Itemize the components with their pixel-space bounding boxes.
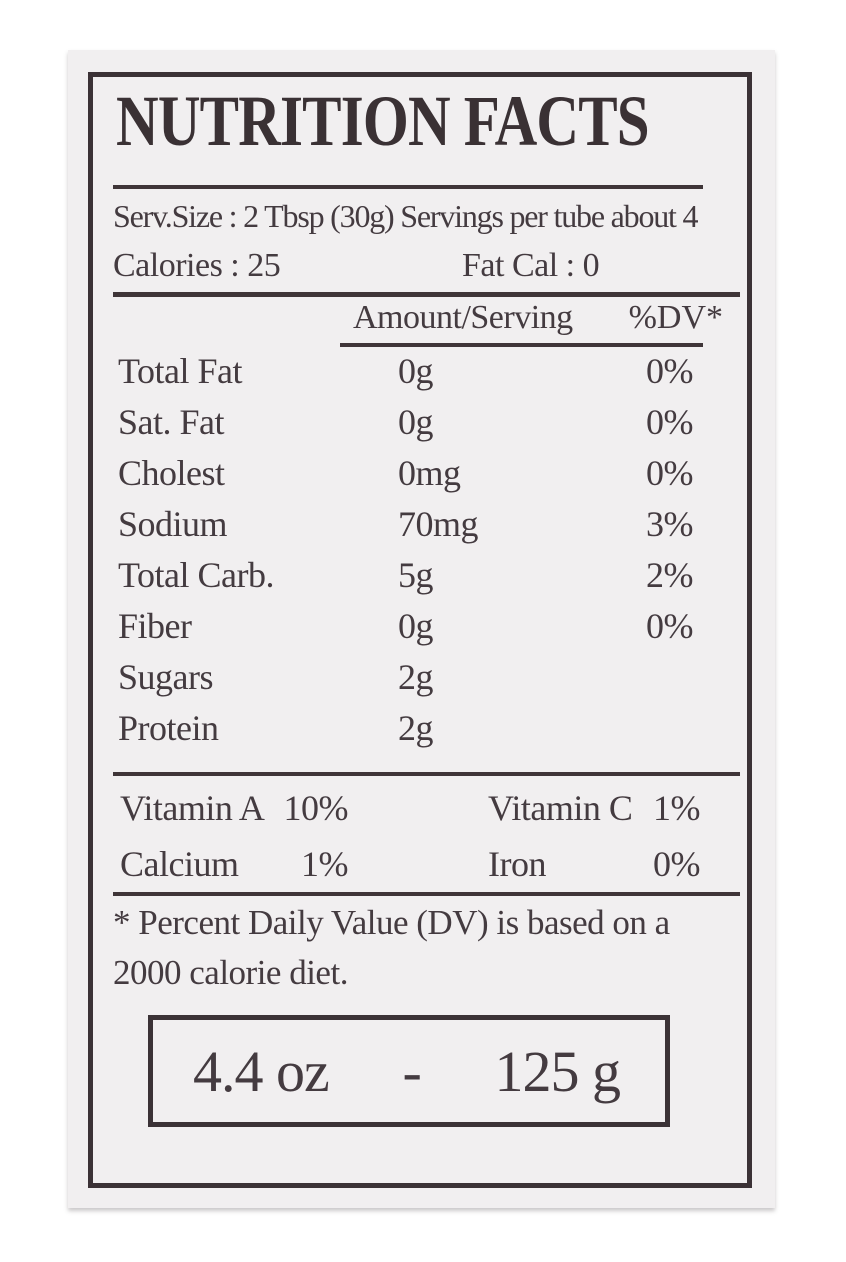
nutrient-name: Total Carb.	[118, 555, 274, 595]
net-weight-box	[148, 1015, 670, 1127]
table-row	[93, 707, 747, 758]
calories-row	[113, 247, 733, 289]
net-weight-separator: -	[402, 1038, 421, 1104]
nutrient-name: Total Fat	[118, 351, 242, 391]
header-underline	[340, 343, 703, 347]
divider-under-title	[113, 185, 703, 189]
nutrient-name: Sodium	[118, 504, 228, 544]
footnote-line-2: 2000 calorie diet.	[113, 953, 348, 992]
table-row	[93, 656, 747, 707]
nutrient-name: Cholest	[118, 453, 225, 493]
micro-value: 0%	[653, 844, 700, 884]
column-header-dv: %DV*	[628, 299, 723, 336]
calories-value: Calories : 25	[113, 247, 281, 284]
nutrient-amount: 0g	[398, 606, 433, 646]
nutrient-amount: 70mg	[398, 504, 479, 544]
nutrient-dv: 0%	[646, 351, 693, 391]
table-row	[93, 503, 747, 554]
table-header-row	[93, 299, 747, 341]
label-title: NUTRITION FACTS	[116, 81, 649, 161]
nutrient-dv: 0%	[646, 453, 693, 493]
serving-size-line: Serv.Size : 2 Tbsp (30g) Servings per tube about 4	[113, 198, 698, 234]
divider-thick	[113, 292, 740, 297]
divider-below-vitamins	[113, 892, 740, 896]
footnote-line-1: * Percent Daily Value (DV) is based on a	[113, 903, 670, 942]
nutrient-amount: 0g	[398, 351, 433, 391]
nutrient-amount: 2g	[398, 657, 433, 697]
nutrition-label	[68, 50, 775, 1208]
nutrient-name: Sugars	[118, 657, 213, 697]
micro-name: Calcium	[120, 844, 239, 884]
micro-name: Vitamin C	[488, 788, 633, 828]
nutrient-table	[93, 350, 747, 758]
net-weight-oz: 4.4 oz	[193, 1038, 329, 1104]
nutrient-name: Sat. Fat	[118, 402, 225, 442]
nutrient-dv: 2%	[646, 555, 693, 595]
table-row	[93, 401, 747, 452]
micro-name: Iron	[488, 844, 546, 884]
net-weight-grams: 125 g	[494, 1038, 620, 1104]
micro-value: 1%	[301, 844, 348, 884]
nutrient-amount: 2g	[398, 708, 433, 748]
label-border	[88, 72, 752, 1188]
divider-above-vitamins	[113, 772, 740, 776]
nutrient-dv: 0%	[646, 402, 693, 442]
table-row	[93, 605, 747, 656]
table-row	[93, 452, 747, 503]
column-header-amount: Amount/Serving	[353, 299, 573, 336]
vitamin-row	[93, 787, 747, 837]
nutrient-name: Protein	[118, 708, 219, 748]
nutrient-dv: 0%	[646, 606, 693, 646]
nutrient-dv: 3%	[646, 504, 693, 544]
micro-name: Vitamin A	[120, 788, 265, 828]
table-row	[93, 554, 747, 605]
nutrient-name: Fiber	[118, 606, 192, 646]
nutrient-amount: 0g	[398, 402, 433, 442]
vitamin-row	[93, 843, 747, 893]
nutrient-amount: 0mg	[398, 453, 461, 493]
table-row	[93, 350, 747, 401]
nutrient-amount: 5g	[398, 555, 433, 595]
micro-value: 10%	[283, 788, 348, 828]
micro-value: 1%	[653, 788, 700, 828]
fat-calories-value: Fat Cal : 0	[462, 247, 600, 284]
